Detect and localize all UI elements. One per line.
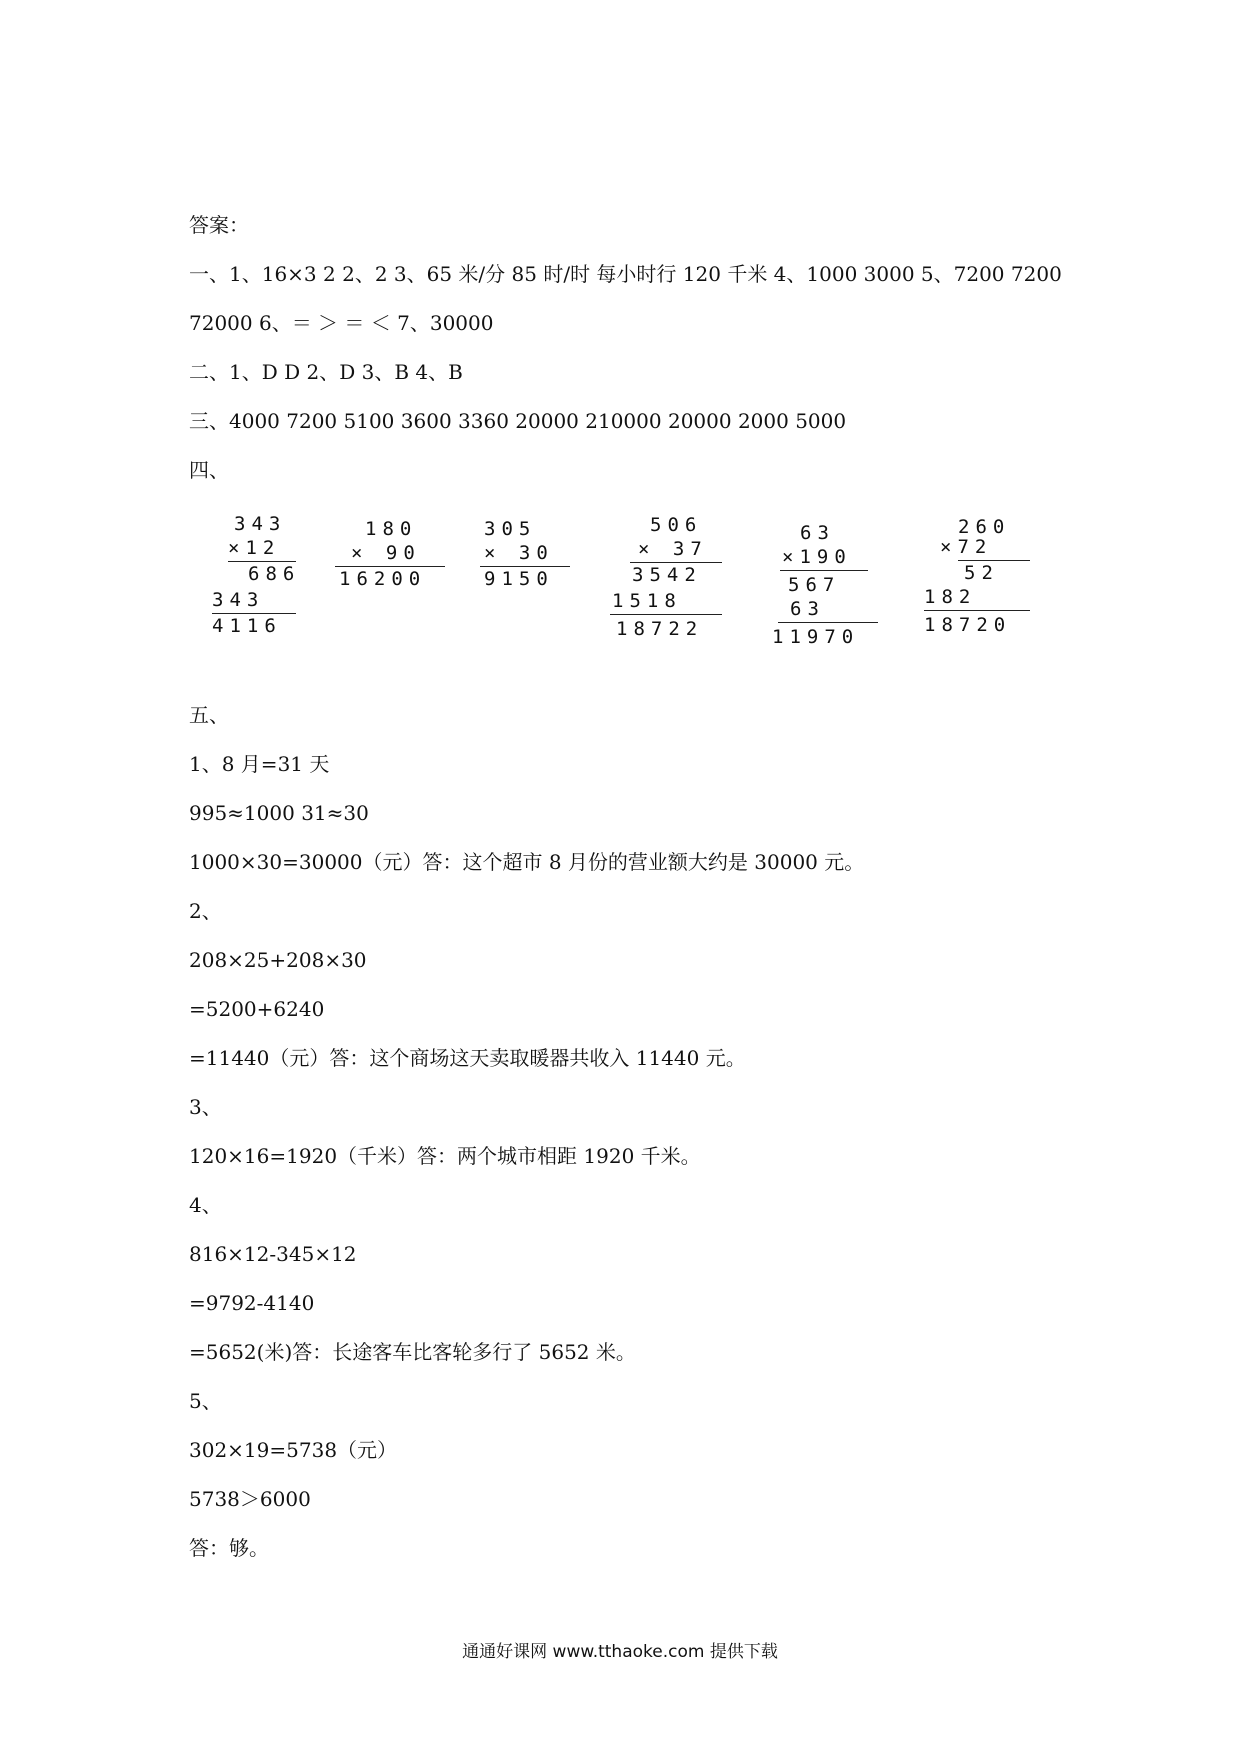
- calc-row: 11970: [772, 626, 860, 648]
- vertical-calc-3: [480, 518, 554, 628]
- calc-row: 4116: [212, 615, 282, 637]
- q3-line-1: 120×16=1920（千米）答：两个城市相距 1920 千米。: [189, 1144, 701, 1168]
- section-1-line-2: 72000 6、＝ ＞ ＝ ＜ 7、30000: [189, 311, 494, 335]
- vertical-calc-4: [608, 514, 708, 690]
- calc-row: 52: [964, 562, 999, 584]
- calc-row: 305: [484, 518, 537, 540]
- answer-heading: 答案：: [189, 213, 249, 237]
- q4-line-1: 816×12-345×12: [189, 1242, 357, 1266]
- vertical-calc-6: [924, 516, 1012, 692]
- section-4-heading: 四、: [189, 458, 229, 482]
- section-1-line-1: 一、1、16×3 2 2、2 3、65 米/分 85 时/时 每小时行 120 千米 4、1000 3000 5、7200 7200: [189, 262, 1062, 286]
- page-footer: 通通好课网 www.tthaoke.com 提供下载: [462, 1642, 778, 1662]
- calc-row: × 37: [638, 538, 708, 560]
- calc-rule: [212, 613, 296, 614]
- q3-label: 3、: [189, 1095, 222, 1119]
- vertical-calc-2: [335, 518, 427, 628]
- calc-row: × 90: [351, 542, 421, 564]
- calc-row: 9150: [484, 568, 554, 590]
- section-3-line: 三、4000 7200 5100 3600 3360 20000 210000 20000 2000 5000: [189, 409, 847, 433]
- calc-row: 686: [248, 563, 301, 585]
- calc-rule: [924, 610, 1030, 611]
- calc-rule: [335, 566, 445, 567]
- vertical-calc-5: [772, 522, 860, 698]
- calc-row: ×12: [228, 537, 281, 559]
- section-5-heading: 五、: [189, 703, 229, 727]
- calc-row: 343: [234, 513, 287, 535]
- calc-row: 18720: [924, 614, 1012, 636]
- calc-row: 18722: [616, 618, 704, 640]
- calc-row: 3542: [632, 564, 702, 586]
- q5-line-1: 302×19=5738（元）: [189, 1438, 398, 1462]
- calc-rule: [778, 622, 878, 623]
- q1-line-1: 1、8 月=31 天: [189, 752, 330, 776]
- calc-row: 1518: [612, 590, 682, 612]
- q4-line-2: =9792-4140: [189, 1291, 315, 1315]
- q1-line-2: 995≈1000 31≈30: [189, 801, 369, 825]
- q2-label: 2、: [189, 899, 222, 923]
- calc-row: 506: [650, 514, 703, 536]
- calc-row: 180: [365, 518, 418, 540]
- section-2-line: 二、1、D D 2、D 3、B 4、B: [189, 360, 463, 384]
- q5-label: 5、: [189, 1389, 222, 1413]
- q2-line-3: =11440（元）答：这个商场这天卖取暖器共收入 11440 元。: [189, 1046, 746, 1070]
- q2-line-1: 208×25+208×30: [189, 948, 367, 972]
- calc-rule: [228, 561, 296, 562]
- calc-row: 343: [212, 589, 265, 611]
- calc-row: 182: [924, 586, 977, 608]
- calc-rule: [958, 560, 1030, 561]
- calc-rule: [780, 570, 868, 571]
- q4-line-3: =5652(米)答：长途客车比客轮多行了 5652 米。: [189, 1340, 636, 1364]
- calc-row: ×190: [782, 546, 852, 568]
- calc-row: 63: [790, 598, 825, 620]
- q5-line-2: 5738＞6000: [189, 1487, 311, 1511]
- calc-rule: [480, 566, 570, 567]
- calc-row: 16200: [339, 568, 427, 590]
- vertical-calc-1: [212, 513, 301, 689]
- calc-rule: [630, 562, 722, 563]
- calc-rule: [610, 614, 722, 615]
- calc-row: 567: [788, 574, 841, 596]
- calc-row: 63: [800, 522, 835, 544]
- calc-row: × 30: [484, 542, 554, 564]
- calc-row: ×72: [940, 536, 993, 558]
- q1-line-3: 1000×30=30000（元）答：这个超市 8 月份的营业额大约是 30000 元。: [189, 850, 865, 874]
- q4-label: 4、: [189, 1193, 222, 1217]
- q2-line-2: =5200+6240: [189, 997, 325, 1021]
- calc-row: 260: [958, 516, 1011, 538]
- q5-line-3: 答：够。: [189, 1536, 269, 1560]
